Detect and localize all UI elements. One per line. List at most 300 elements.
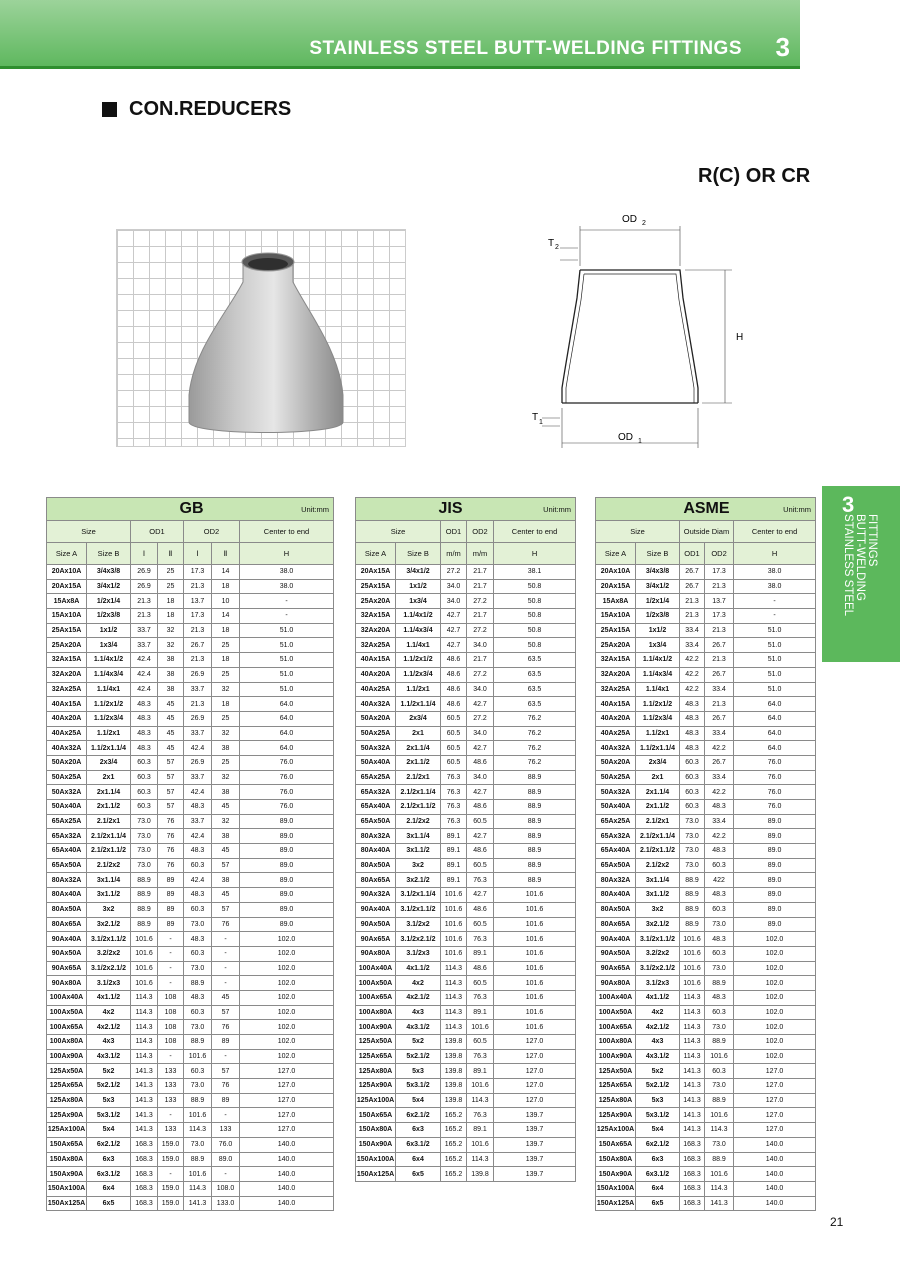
table-cell: 127.0 xyxy=(734,1123,816,1138)
table-cell: 60.3 xyxy=(680,770,705,785)
table-cell: 3x1.1/2 xyxy=(396,844,441,859)
table-cell: 45 xyxy=(212,844,240,859)
table-row xyxy=(596,976,816,991)
table-cell: 2x1.1/2 xyxy=(396,755,441,770)
table-cell: 65Ax40A xyxy=(356,800,396,815)
jis-sub-header: Size B xyxy=(396,543,441,565)
table-cell: 57 xyxy=(158,770,184,785)
table-cell: 33.7 xyxy=(184,726,212,741)
table-cell: 89 xyxy=(158,888,184,903)
table-row xyxy=(47,1035,334,1050)
table-cell: 48.3 xyxy=(131,711,158,726)
table-cell: 114.3 xyxy=(680,1005,705,1020)
table-cell: 3/4x1/2 xyxy=(396,565,441,580)
table-cell: 168.3 xyxy=(131,1181,158,1196)
table-cell: 89 xyxy=(158,902,184,917)
table-cell: 101.6 xyxy=(441,902,467,917)
table-cell: 45 xyxy=(158,697,184,712)
table-cell: 76.3 xyxy=(467,932,494,947)
table-row xyxy=(596,682,816,697)
table-row xyxy=(596,1196,816,1211)
table-cell: 127.0 xyxy=(734,1093,816,1108)
table-row xyxy=(356,755,576,770)
table-row xyxy=(596,1137,816,1152)
table-cell: 90Ax65A xyxy=(47,961,87,976)
table-cell: 140.0 xyxy=(240,1196,334,1211)
table-cell: 3.1/2x1.1/2 xyxy=(87,932,131,947)
table-row xyxy=(596,961,816,976)
table-cell: - xyxy=(240,594,334,609)
table-cell: 6x4 xyxy=(396,1152,441,1167)
table-row xyxy=(356,770,576,785)
table-row xyxy=(596,1108,816,1123)
table-row xyxy=(47,1005,334,1020)
table-cell: 141.3 xyxy=(680,1079,705,1094)
table-cell: 141.3 xyxy=(131,1079,158,1094)
table-cell: 21.3 xyxy=(184,623,212,638)
table-cell: 125Ax90A xyxy=(356,1079,396,1094)
table-cell: 42.4 xyxy=(131,682,158,697)
table-row xyxy=(356,1123,576,1138)
table-cell: 101.6 xyxy=(680,932,705,947)
table-cell: 5x3.1/2 xyxy=(396,1079,441,1094)
table-cell: 40Ax25A xyxy=(356,682,396,697)
table-cell: 100Ax65A xyxy=(47,1020,87,1035)
table-cell: 26.7 xyxy=(680,565,705,580)
table-cell: 20Ax15A xyxy=(356,565,396,580)
table-row xyxy=(47,1093,334,1108)
table-cell: 60.5 xyxy=(467,814,494,829)
table-cell: 73.0 xyxy=(705,1137,734,1152)
table-cell: 65Ax40A xyxy=(596,844,636,859)
table-cell: 2.1/2x1 xyxy=(396,770,441,785)
gb-size-header: Size xyxy=(47,521,131,543)
table-cell: 114.3 xyxy=(680,990,705,1005)
table-cell: 42.4 xyxy=(184,829,212,844)
table-row xyxy=(47,990,334,1005)
table-cell: 50Ax25A xyxy=(596,770,636,785)
table-row xyxy=(47,741,334,756)
table-row xyxy=(356,579,576,594)
table-cell: 1x3/4 xyxy=(396,594,441,609)
table-cell: 4x1.1/2 xyxy=(396,961,441,976)
table-row xyxy=(356,653,576,668)
table-cell: - xyxy=(212,976,240,991)
table-cell: 88.9 xyxy=(680,917,705,932)
table-cell: 73.0 xyxy=(131,858,158,873)
table-cell: 73.0 xyxy=(131,829,158,844)
table-cell: 76 xyxy=(212,917,240,932)
table-cell: 89.0 xyxy=(240,873,334,888)
table-cell: 150Ax90A xyxy=(356,1137,396,1152)
table-cell: 42.2 xyxy=(705,785,734,800)
gb-sub-header: Size B xyxy=(87,543,131,565)
table-row xyxy=(596,844,816,859)
table-cell: 65Ax50A xyxy=(356,814,396,829)
table-cell: 65Ax40A xyxy=(47,844,87,859)
asme-sub-header: H xyxy=(734,543,816,565)
table-cell: 168.3 xyxy=(680,1196,705,1211)
table-cell: 27.2 xyxy=(467,667,494,682)
table-cell: 114.3 xyxy=(441,1020,467,1035)
table-cell: 17.3 xyxy=(705,565,734,580)
table-cell: 3/4x3/8 xyxy=(636,565,680,580)
table-cell: 33.4 xyxy=(680,638,705,653)
table-cell: 101.6 xyxy=(494,961,576,976)
table-cell: 101.6 xyxy=(131,946,158,961)
table-row xyxy=(596,902,816,917)
table-cell: 89.0 xyxy=(240,902,334,917)
table-cell: 150Ax80A xyxy=(47,1152,87,1167)
table-cell: 76.3 xyxy=(467,990,494,1005)
table-cell: 100Ax50A xyxy=(47,1005,87,1020)
table-cell: 76.3 xyxy=(467,1108,494,1123)
table-cell: 102.0 xyxy=(734,946,816,961)
table-cell: 42.7 xyxy=(441,638,467,653)
table-cell: 38.0 xyxy=(240,565,334,580)
table-cell: 33.4 xyxy=(705,726,734,741)
table-cell: 1.1/4x1/2 xyxy=(87,653,131,668)
table-row xyxy=(356,1137,576,1152)
table-cell: 3x1.1/4 xyxy=(636,873,680,888)
table-row xyxy=(596,873,816,888)
table-cell: 88.9 xyxy=(494,785,576,800)
table-cell: 60.3 xyxy=(184,858,212,873)
table-cell: 89.0 xyxy=(240,844,334,859)
table-cell: 2.1/2x1.1/4 xyxy=(636,829,680,844)
table-cell: 1.1/4x3/4 xyxy=(636,667,680,682)
table-cell: 25Ax15A xyxy=(596,623,636,638)
table-row xyxy=(596,858,816,873)
table-cell: 42.4 xyxy=(184,741,212,756)
table-cell: 102.0 xyxy=(240,932,334,947)
table-cell: 101.6 xyxy=(131,961,158,976)
table-cell: 10 xyxy=(212,594,240,609)
table-cell: - xyxy=(158,1108,184,1123)
table-row xyxy=(47,682,334,697)
table-cell: - xyxy=(212,961,240,976)
table-cell: 114.3 xyxy=(680,1020,705,1035)
table-cell: 101.6 xyxy=(494,932,576,947)
table-cell: 32Ax15A xyxy=(356,609,396,624)
table-cell: 33.4 xyxy=(705,814,734,829)
side-tab-number: 3 xyxy=(842,492,855,517)
table-cell: 38 xyxy=(158,667,184,682)
table-cell: 108 xyxy=(158,1005,184,1020)
gb-sub-header: H xyxy=(240,543,334,565)
table-cell: 108 xyxy=(158,1020,184,1035)
table-cell: 125Ax65A xyxy=(356,1049,396,1064)
table-row xyxy=(47,1181,334,1196)
table-cell: 140.0 xyxy=(734,1152,816,1167)
table-row xyxy=(356,1035,576,1050)
table-cell: - xyxy=(158,1167,184,1182)
table-cell: 101.6 xyxy=(441,888,467,903)
table-cell: 150Ax80A xyxy=(356,1123,396,1138)
table-cell: 4x2 xyxy=(636,1005,680,1020)
table-row xyxy=(47,594,334,609)
table-cell: 88.9 xyxy=(494,800,576,815)
table-cell: 33.7 xyxy=(131,623,158,638)
table-cell: - xyxy=(212,1108,240,1123)
table-cell: 422 xyxy=(705,873,734,888)
side-tab-line-2: BUTT-WELDING xyxy=(854,514,866,601)
table-cell: 21.3 xyxy=(184,653,212,668)
table-cell: 76 xyxy=(212,1020,240,1035)
table-cell: 38 xyxy=(158,682,184,697)
table-cell: 76.3 xyxy=(441,785,467,800)
table-cell: 42.2 xyxy=(705,829,734,844)
table-cell: 15Ax8A xyxy=(596,594,636,609)
table-cell: 48.3 xyxy=(184,990,212,1005)
table-cell: 80Ax65A xyxy=(47,917,87,932)
table-cell: 150Ax100A xyxy=(47,1181,87,1196)
table-cell: 34.0 xyxy=(467,638,494,653)
table-cell: 80Ax40A xyxy=(596,888,636,903)
gb-sub-header: Ⅱ xyxy=(158,543,184,565)
table-cell: 3x2 xyxy=(87,902,131,917)
table-cell: 100Ax90A xyxy=(356,1020,396,1035)
table-cell: 48.6 xyxy=(467,961,494,976)
table-cell: 90Ax80A xyxy=(47,976,87,991)
table-row xyxy=(596,1049,816,1064)
t1-subscript: 1 xyxy=(539,419,543,426)
table-cell: 51.0 xyxy=(240,623,334,638)
table-cell: 25 xyxy=(212,667,240,682)
table-cell: 125Ax80A xyxy=(356,1064,396,1079)
table-row xyxy=(596,697,816,712)
table-row xyxy=(47,623,334,638)
table-cell: 3.2/2x2 xyxy=(636,946,680,961)
table-cell: 25Ax20A xyxy=(356,594,396,609)
table-cell: 101.6 xyxy=(494,917,576,932)
table-row xyxy=(596,667,816,682)
table-cell: - xyxy=(158,961,184,976)
table-cell: 40Ax15A xyxy=(596,697,636,712)
gb-unit: Unit:mm xyxy=(212,498,334,521)
table-row xyxy=(356,800,576,815)
table-row xyxy=(356,785,576,800)
reducer-illustration xyxy=(117,230,405,446)
table-row xyxy=(596,1167,816,1182)
table-cell: 40Ax20A xyxy=(47,711,87,726)
table-cell: 5x4 xyxy=(87,1123,131,1138)
table-cell: 73.0 xyxy=(184,1137,212,1152)
table-cell: 114.3 xyxy=(467,1152,494,1167)
table-cell: 101.6 xyxy=(705,1167,734,1182)
table-row xyxy=(596,1020,816,1035)
table-cell: 60.5 xyxy=(441,711,467,726)
table-cell: 4x2 xyxy=(396,976,441,991)
table-cell: 1.1/2x3/4 xyxy=(396,667,441,682)
table-cell: 2x1.1/4 xyxy=(87,785,131,800)
table-cell: 5x4 xyxy=(396,1093,441,1108)
table-cell: 60.3 xyxy=(705,858,734,873)
table-cell: 26.7 xyxy=(705,667,734,682)
table-cell: 80Ax65A xyxy=(596,917,636,932)
table-cell: - xyxy=(158,932,184,947)
table-cell: - xyxy=(212,946,240,961)
table-cell: 1x1/2 xyxy=(636,623,680,638)
table-cell: 90Ax40A xyxy=(47,932,87,947)
t2-label: T xyxy=(548,238,555,249)
table-row xyxy=(47,653,334,668)
table-cell: 90Ax80A xyxy=(356,946,396,961)
table-cell: 42.7 xyxy=(467,888,494,903)
table-row xyxy=(47,976,334,991)
table-row xyxy=(596,946,816,961)
table-row xyxy=(47,579,334,594)
table-cell: 73.0 xyxy=(184,961,212,976)
table-row xyxy=(356,609,576,624)
table-cell: 76.3 xyxy=(467,873,494,888)
table-cell: 2x3/4 xyxy=(636,755,680,770)
table-cell: 125Ax100A xyxy=(47,1123,87,1138)
table-cell: 80Ax32A xyxy=(596,873,636,888)
table-cell: 114.3 xyxy=(467,1093,494,1108)
table-cell: 100Ax80A xyxy=(47,1035,87,1050)
table-cell: 51.0 xyxy=(734,638,816,653)
table-cell: 21.3 xyxy=(131,609,158,624)
table-cell: 20Ax15A xyxy=(47,579,87,594)
table-cell: 48.3 xyxy=(184,888,212,903)
table-cell: 101.6 xyxy=(494,976,576,991)
table-cell: 32 xyxy=(212,726,240,741)
table-row xyxy=(596,800,816,815)
table-cell: 133 xyxy=(158,1123,184,1138)
table-cell: 76.3 xyxy=(467,1049,494,1064)
table-cell: 2x1 xyxy=(636,770,680,785)
table-cell: 1.1/2x1/2 xyxy=(87,697,131,712)
table-cell: 102.0 xyxy=(734,961,816,976)
table-cell: 2x1.1/2 xyxy=(636,800,680,815)
table-cell: 6x2.1/2 xyxy=(636,1137,680,1152)
table-cell: 150Ax80A xyxy=(596,1152,636,1167)
table-cell: 48.3 xyxy=(131,726,158,741)
table-cell: 102.0 xyxy=(240,946,334,961)
table-cell: 18 xyxy=(212,653,240,668)
table-cell: 76.3 xyxy=(441,770,467,785)
table-cell: 21.3 xyxy=(705,579,734,594)
table-cell: 89.1 xyxy=(467,1005,494,1020)
table-cell: 88.9 xyxy=(131,873,158,888)
table-cell: 21.3 xyxy=(705,653,734,668)
table-cell: 6x3 xyxy=(87,1152,131,1167)
table-cell: 60.3 xyxy=(131,770,158,785)
table-cell: 76.3 xyxy=(441,800,467,815)
table-cell: 73.0 xyxy=(184,917,212,932)
table-cell: 140.0 xyxy=(240,1152,334,1167)
table-cell: 3x1.1/4 xyxy=(87,873,131,888)
table-cell: 60.3 xyxy=(680,755,705,770)
table-cell: 76.0 xyxy=(734,800,816,815)
table-cell: 108 xyxy=(158,990,184,1005)
table-row xyxy=(596,990,816,1005)
table-cell: 48.6 xyxy=(467,902,494,917)
table-cell: 127.0 xyxy=(494,1064,576,1079)
table-cell: 88.9 xyxy=(705,1093,734,1108)
table-cell: 4x3.1/2 xyxy=(636,1049,680,1064)
table-cell: 139.8 xyxy=(441,1064,467,1079)
table-cell: 21.3 xyxy=(705,623,734,638)
table-cell: 89.0 xyxy=(734,873,816,888)
table-cell: 18 xyxy=(212,623,240,638)
table-cell: 63.5 xyxy=(494,653,576,668)
table-row xyxy=(47,770,334,785)
table-cell: 27.2 xyxy=(467,711,494,726)
table-cell: 73.0 xyxy=(131,844,158,859)
table-cell: 1.1/2x1.1/4 xyxy=(87,741,131,756)
asme-sub-header: Size B xyxy=(636,543,680,565)
table-cell: 6x4 xyxy=(87,1181,131,1196)
asme-title: ASME xyxy=(596,498,734,521)
table-cell: 89 xyxy=(158,917,184,932)
table-cell: 76.0 xyxy=(734,770,816,785)
table-cell: 102.0 xyxy=(240,1020,334,1035)
table-cell: 133.0 xyxy=(212,1196,240,1211)
table-cell: 42.2 xyxy=(680,682,705,697)
table-cell: 60.3 xyxy=(131,785,158,800)
table-cell: 3.2/2x2 xyxy=(87,946,131,961)
table-cell: 114.3 xyxy=(680,1035,705,1050)
table-cell: - xyxy=(212,932,240,947)
table-cell: 50.8 xyxy=(494,638,576,653)
table-cell: 1.1/4x3/4 xyxy=(396,623,441,638)
table-cell: 141.3 xyxy=(131,1108,158,1123)
table-cell: 76.2 xyxy=(494,711,576,726)
table-cell: 50Ax20A xyxy=(356,711,396,726)
table-cell: 32Ax25A xyxy=(356,638,396,653)
table-cell: 13.7 xyxy=(184,594,212,609)
gb-table xyxy=(46,497,334,1211)
table-cell: 4x2.1/2 xyxy=(636,1020,680,1035)
asme-sub-header: OD1 xyxy=(680,543,705,565)
table-cell: 42.2 xyxy=(680,653,705,668)
table-cell: 63.5 xyxy=(494,667,576,682)
table-row xyxy=(356,565,576,580)
table-cell: 4x3.1/2 xyxy=(87,1049,131,1064)
table-row xyxy=(596,770,816,785)
table-cell: 60.5 xyxy=(441,726,467,741)
side-tab-line-3: FITTINGS xyxy=(866,514,878,567)
table-cell: 90Ax65A xyxy=(596,961,636,976)
table-cell: 25 xyxy=(158,579,184,594)
table-cell: 3.1/2x3 xyxy=(396,946,441,961)
table-cell: 48.3 xyxy=(705,888,734,903)
table-cell: 32Ax25A xyxy=(596,682,636,697)
table-cell: 73.0 xyxy=(680,844,705,859)
table-cell: 139.8 xyxy=(441,1079,467,1094)
table-cell: 50Ax40A xyxy=(47,800,87,815)
table-row xyxy=(596,1181,816,1196)
table-cell: 76 xyxy=(158,814,184,829)
section-title: CON.REDUCERS xyxy=(129,98,292,120)
table-cell: 6x4 xyxy=(636,1181,680,1196)
table-cell: 1/2x1/4 xyxy=(87,594,131,609)
table-cell: 100Ax40A xyxy=(356,961,396,976)
table-cell: 1.1/2x1 xyxy=(396,682,441,697)
table-cell: 4x2.1/2 xyxy=(396,990,441,1005)
table-cell: 50Ax32A xyxy=(356,741,396,756)
table-cell: 102.0 xyxy=(240,961,334,976)
table-cell: 80Ax32A xyxy=(47,873,87,888)
table-row xyxy=(356,1167,576,1182)
table-cell: 21.3 xyxy=(680,594,705,609)
table-cell: 60.3 xyxy=(705,902,734,917)
table-cell: 33.4 xyxy=(705,682,734,697)
table-cell: 125Ax90A xyxy=(596,1108,636,1123)
table-row xyxy=(596,888,816,903)
